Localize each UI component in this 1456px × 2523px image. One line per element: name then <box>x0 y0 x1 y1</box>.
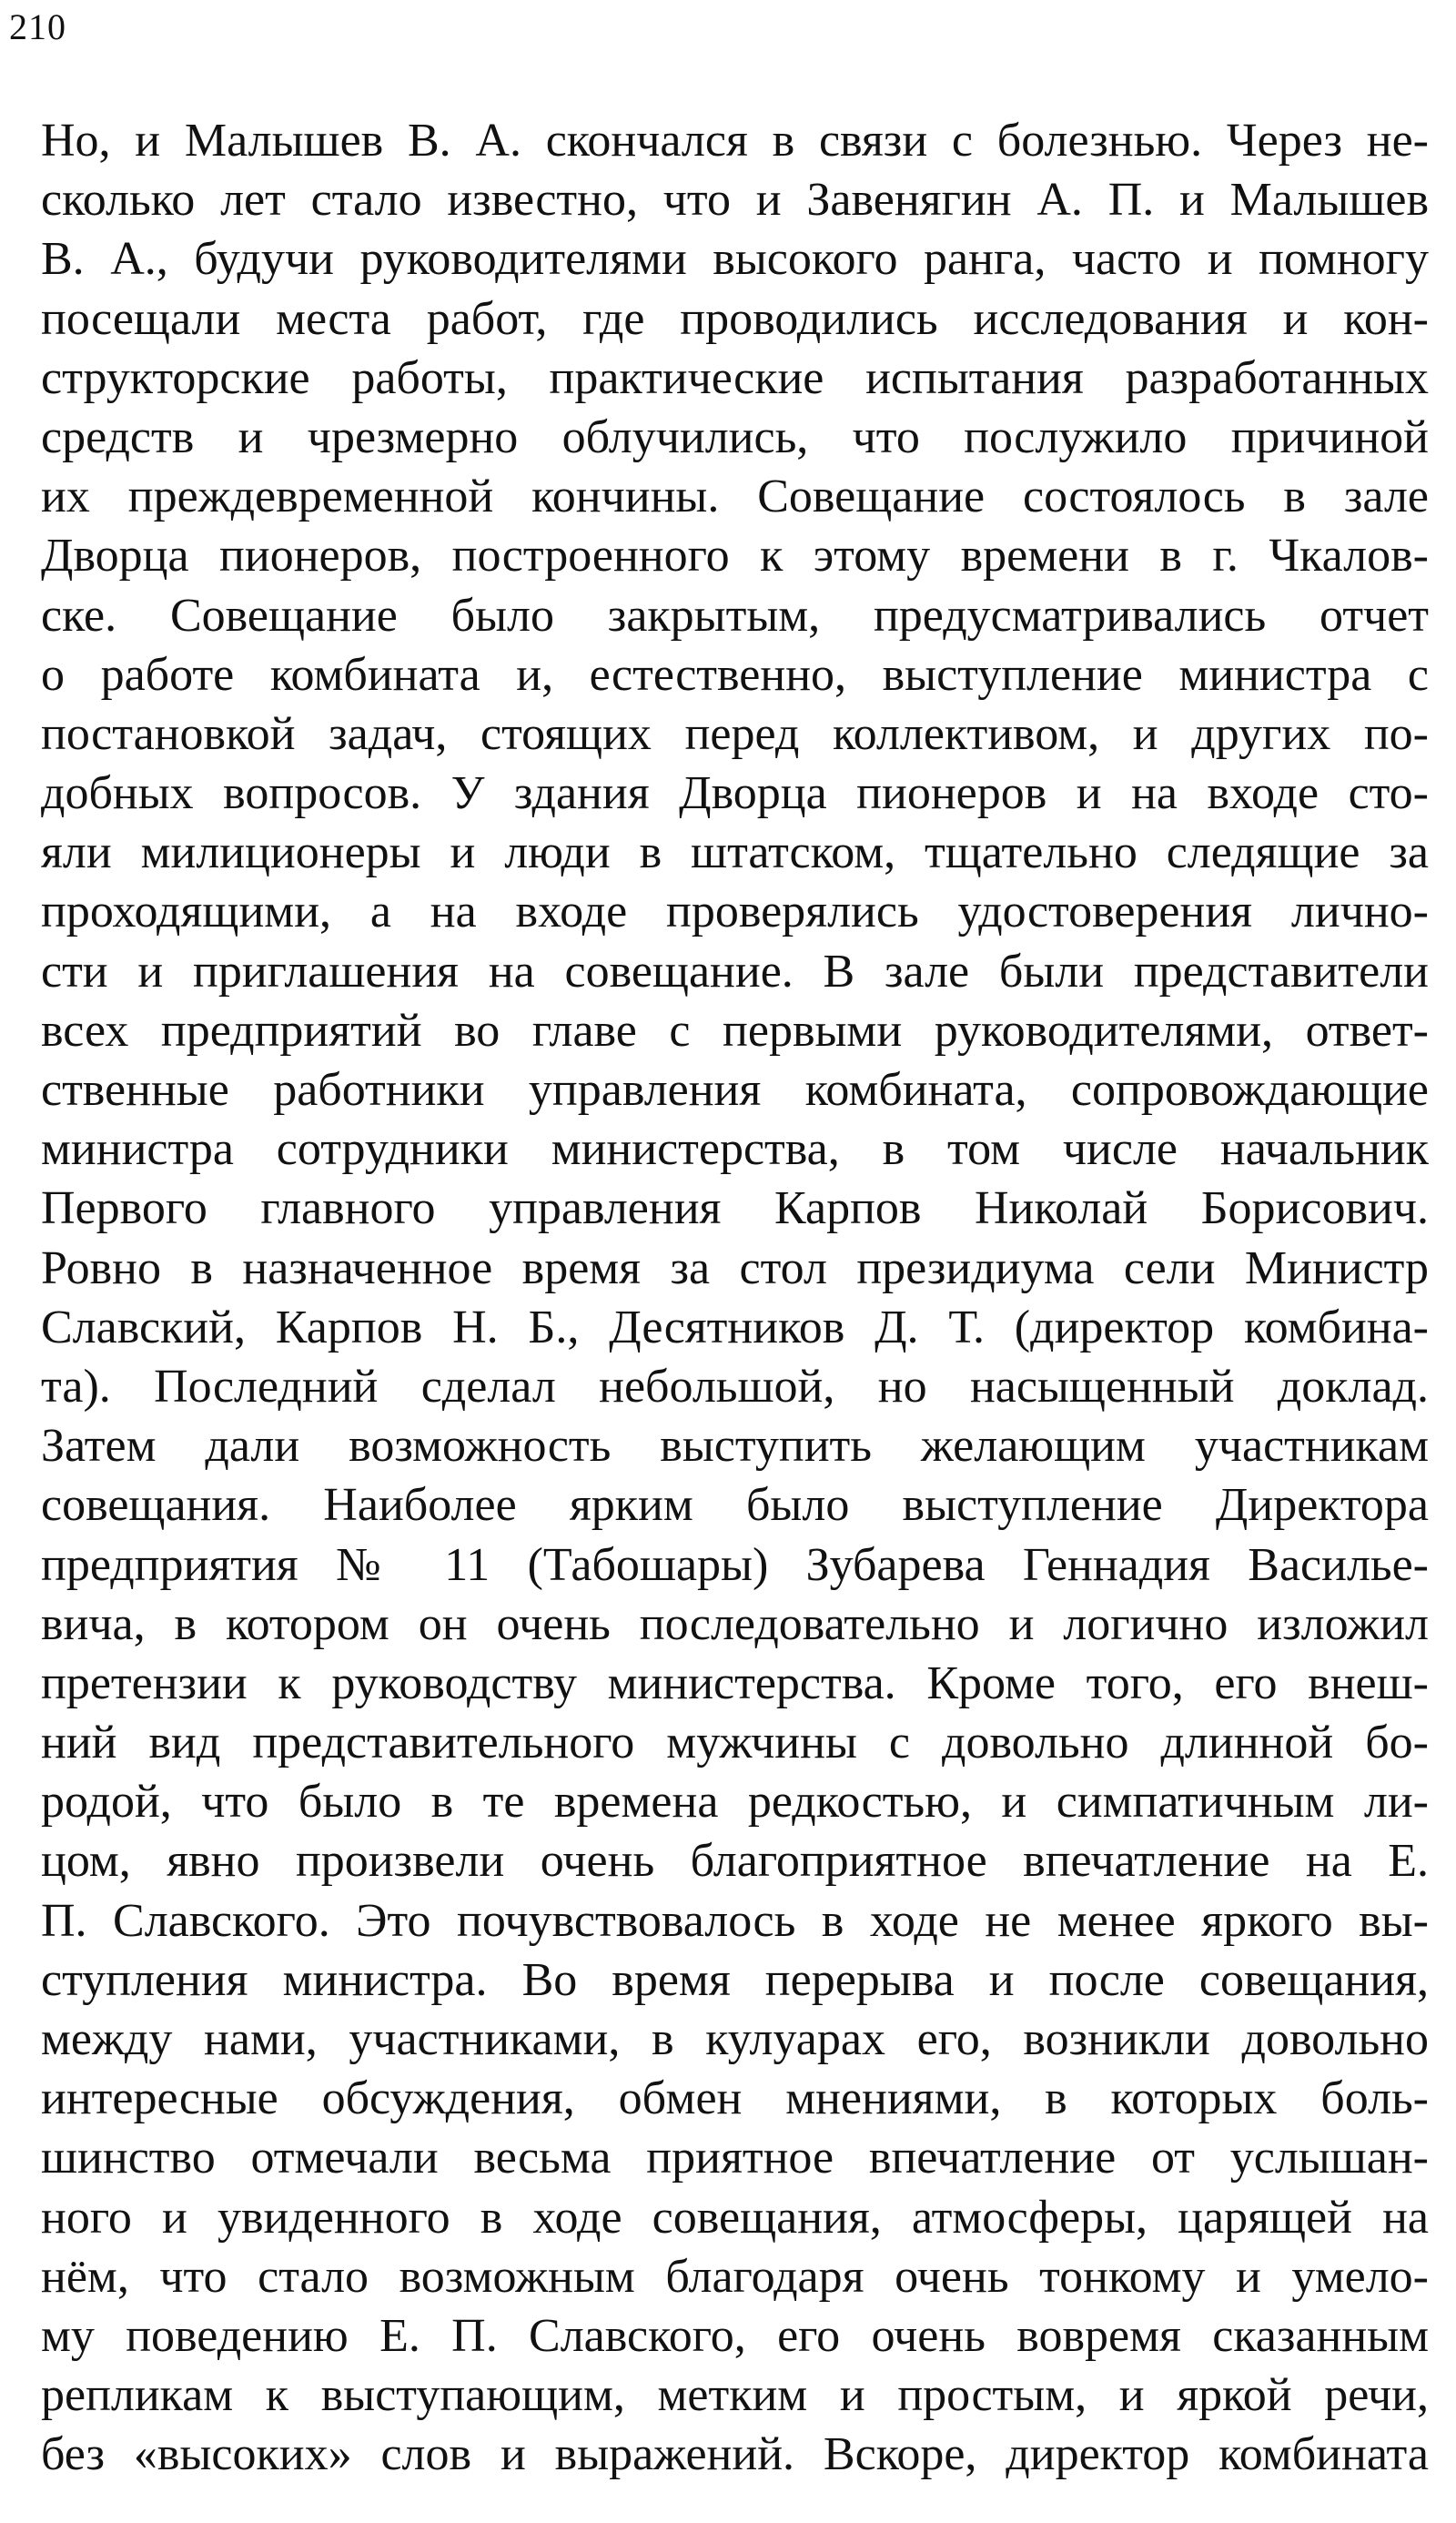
text-line: посещали места работ, где проводились исследования и кон- <box>41 292 1429 345</box>
text-line: ного и увиденного в ходе совещания, атмосферы, царящей на <box>41 2191 1429 2244</box>
text-line: министра сотрудники министерства, в том числе начальник <box>41 1123 1429 1176</box>
text-line: родой, что было в те времена редкостью, и симпатичным ли- <box>41 1776 1429 1829</box>
text-line: нём, что стало возможным благодаря очень тонкому и умело- <box>41 2250 1429 2303</box>
text-line: П. Славского. Это почувствовалось в ходе не менее яркого вы- <box>41 1894 1429 1947</box>
text-line: их преждевременной кончины. Совещание состоялось в зале <box>41 471 1429 523</box>
text-line: о работе комбината и, естественно, выступление министра с <box>41 648 1429 701</box>
text-line: ний вид представительного мужчины с довольно длинной бо- <box>41 1717 1429 1769</box>
text-line: вича, в котором он очень последовательно и логично изложил <box>41 1597 1429 1650</box>
text-line: В. А., будучи руководителями высокого ранга, часто и помногу <box>41 233 1429 286</box>
text-line: Дворца пионеров, построенного к этому времени в г. Чкалов- <box>41 530 1429 583</box>
page-number: 210 <box>9 6 66 47</box>
text-line: та). Последний сделал небольшой, но насыщенный доклад. <box>41 1360 1429 1413</box>
text-line: средств и чрезмерно облучились, что послужило причиной <box>41 410 1429 463</box>
text-line: претензии к руководству министерства. Кроме того, его внеш- <box>41 1657 1429 1709</box>
text-line: Затем дали возможность выступить желающим участникам <box>41 1420 1429 1473</box>
text-line: структорские работы, практические испытания разработанных <box>41 351 1429 404</box>
text-line: Ровно в назначенное время за стол президиума сели Министр <box>41 1241 1429 1294</box>
text-line: совещания. Наиболее ярким было выступление Директора <box>41 1479 1429 1532</box>
text-line: всех предприятий во главе с первыми руководителями, ответ- <box>41 1004 1429 1057</box>
text-line: добных вопросов. У здания Дворца пионеров и на входе сто- <box>41 767 1429 820</box>
text-line: яли милиционеры и люди в штатском, тщательно следящие за <box>41 826 1429 879</box>
text-line: предприятия № 11 (Табошары) Зубарева Геннадия Василье- <box>41 1538 1429 1591</box>
text-line: репликам к выступающим, метким и простым, и яркой речи, <box>41 2369 1429 2422</box>
text-line: сколько лет стало известно, что и Завенягин А. П. и Малышев <box>41 174 1429 227</box>
text-line: интересные обсуждения, обмен мнениями, в которых боль- <box>41 2072 1429 2125</box>
text-line: проходящими, а на входе проверялись удостоверения лично- <box>41 886 1429 938</box>
text-line: ске. Совещание было закрытым, предусматривались отчет <box>41 589 1429 642</box>
text-line: постановкой задач, стоящих перед коллективом, и других по- <box>41 707 1429 760</box>
text-line: без «высоких» слов и выражений. Вскоре, директор комбината <box>41 2428 1429 2481</box>
text-line: сти и приглашения на совещание. В зале были представители <box>41 945 1429 998</box>
text-line: му поведению Е. П. Славского, его очень вовремя сказанным <box>41 2309 1429 2362</box>
text-line: шинство отмечали весьма приятное впечатление от услышан- <box>41 2132 1429 2184</box>
text-line: цом, явно произвели очень благоприятное впечатление на Е. <box>41 1835 1429 1888</box>
text-line: ственные работники управления комбината, сопровождающие <box>41 1064 1429 1116</box>
text-line: Но, и Малышев В. А. скончался в связи с болезнью. Через не- <box>41 115 1429 167</box>
text-line: ступления министра. Во время перерыва и после совещания, <box>41 1953 1429 2006</box>
text-line: Славский, Карпов Н. Б., Десятников Д. Т. (директор комбина- <box>41 1301 1429 1353</box>
text-line: между нами, участниками, в кулуарах его, возникли довольно <box>41 2013 1429 2065</box>
body-text <box>41 111 1429 2485</box>
text-line: Первого главного управления Карпов Николай Борисович. <box>41 1182 1429 1235</box>
